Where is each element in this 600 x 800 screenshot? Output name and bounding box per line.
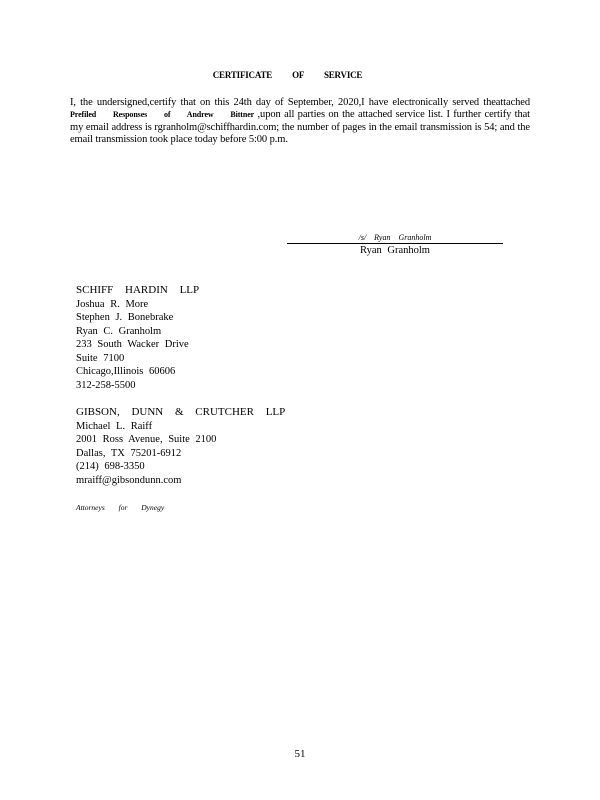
firm-line: Dallas, TX 75201-6912 xyxy=(76,447,182,459)
firm-line: Michael L. Raiff xyxy=(76,420,153,432)
firm-email: mraiff@gibsondunn.com xyxy=(76,474,182,486)
page-number: 51 xyxy=(294,748,306,760)
firm-line: Joshua R. More xyxy=(76,298,149,310)
firm-line: Chicago,Illinois 60606 xyxy=(76,366,176,377)
firm-phone: (214) 698-3350 xyxy=(76,461,145,472)
signature-block xyxy=(287,232,503,257)
electronic-signature: /s/ Ryan Granholm xyxy=(358,233,432,242)
firm-block-schiff-hardin xyxy=(76,284,199,392)
certification-text-start: I, the undersigned,certify that on this 24th day of September, 2020,I have electronically served theattached xyxy=(70,97,530,108)
firm-block-gibson-dunn xyxy=(76,406,285,487)
firm-line: Ryan C. Granholm xyxy=(76,325,162,337)
page-title: CERTIFICATE OF SERVICE xyxy=(212,70,363,80)
firm-line: Stephen J. Bonebrake xyxy=(76,312,174,323)
certification-paragraph xyxy=(70,97,530,147)
firm-line: 2001 Ross Avenue, Suite 2100 xyxy=(76,434,217,445)
firm-line: 233 South Wacker Drive xyxy=(76,339,189,350)
firm-name: SCHIFF HARDIN LLP xyxy=(76,284,200,296)
signer-name: Ryan Granholm xyxy=(360,245,430,256)
certification-text-end: ,upon all parties on the attached service list. I further certify that my email address is rgranholm@schiffhardin.com; the number of pages in the email transmission is 54; and the email transmission took place today before 5:00 p.m. xyxy=(70,109,530,146)
firm-phone: 312-258-5500 xyxy=(76,379,136,391)
attorneys-for-label: Attorneys for Dynegy xyxy=(76,503,165,512)
firm-name: GIBSON, DUNN & CRUTCHER LLP xyxy=(76,406,286,418)
firm-line: Suite 7100 xyxy=(76,352,125,364)
served-document-name: Prefiled Responses of Andrew Bittner xyxy=(70,110,255,120)
